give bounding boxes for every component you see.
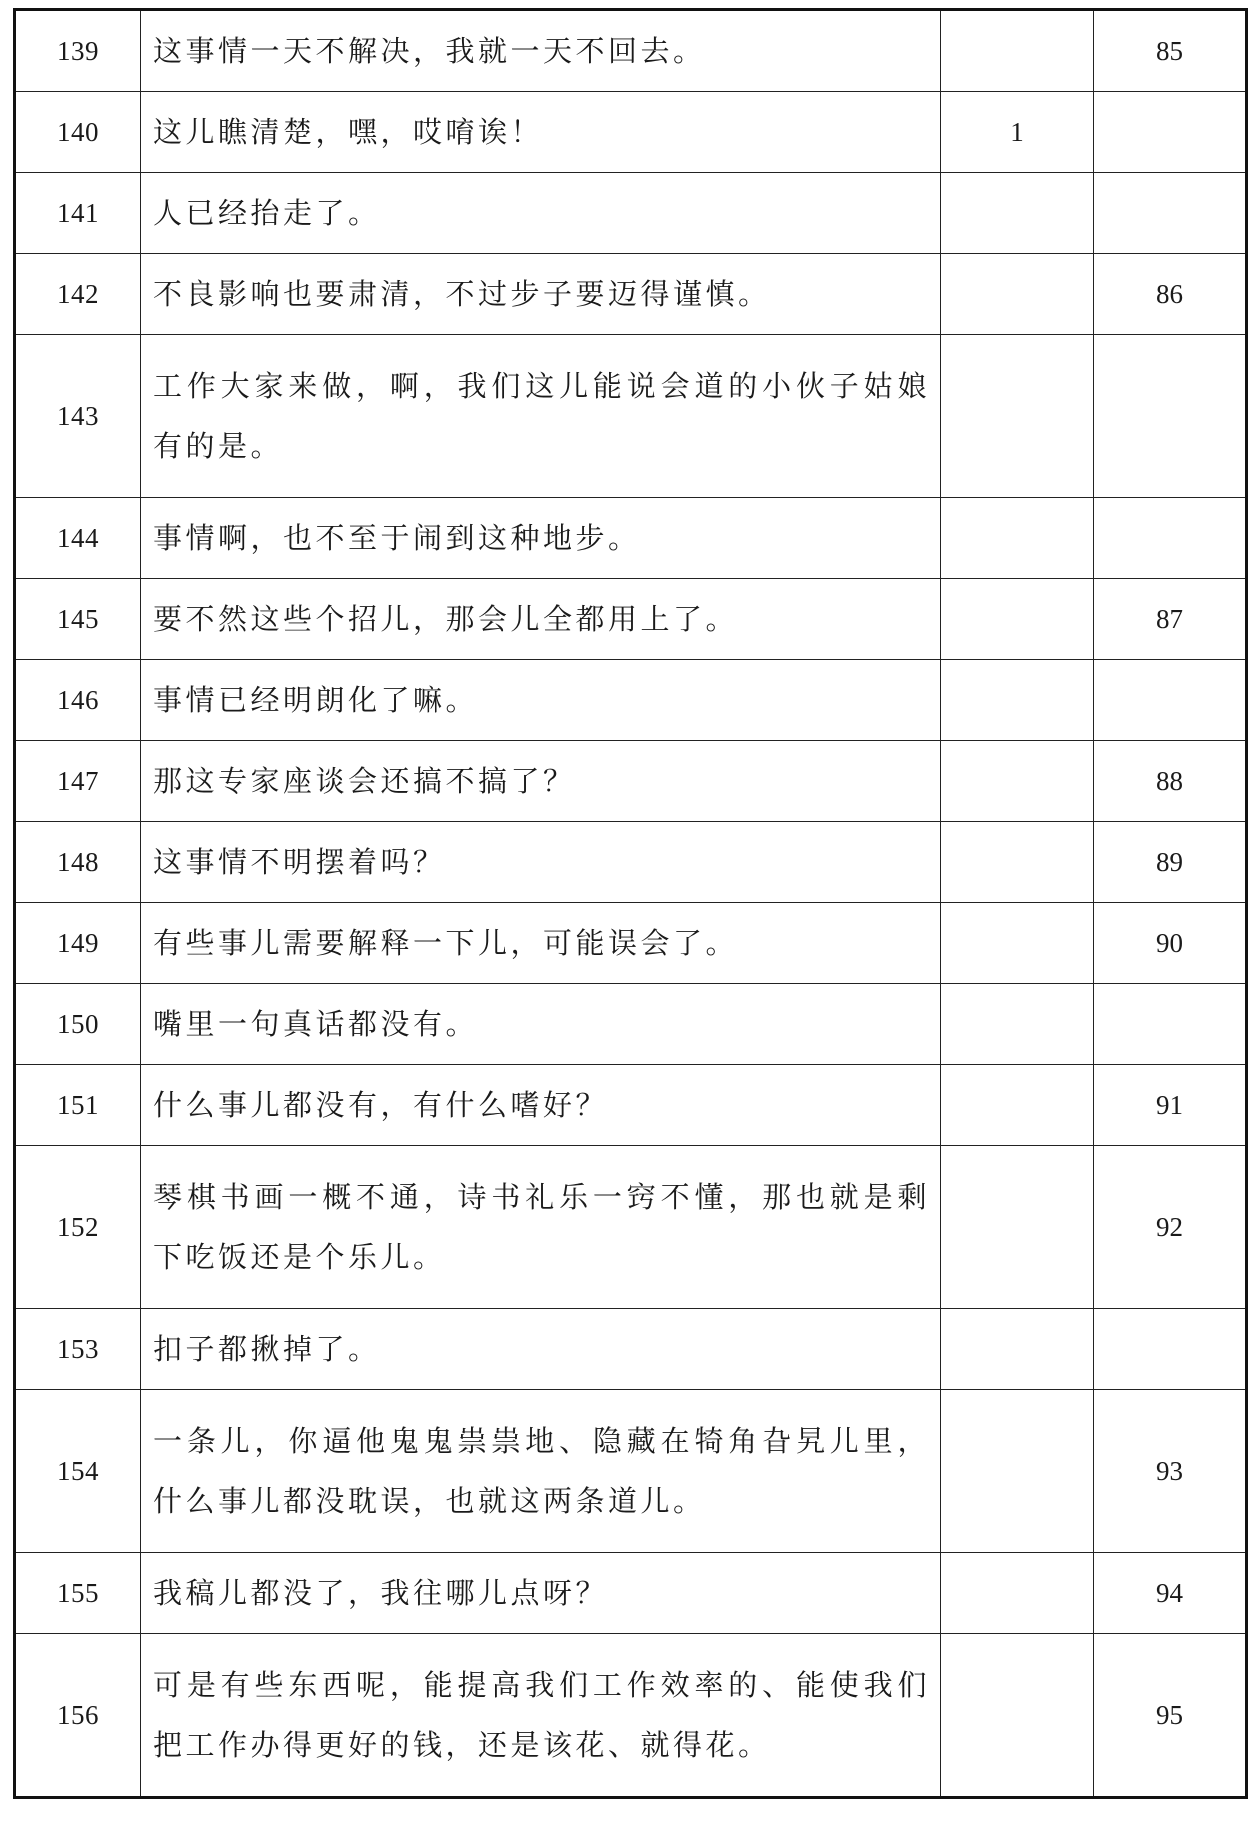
index-cell: 88 <box>1094 741 1247 822</box>
row-number: 151 <box>15 1065 141 1146</box>
sentence-table <box>13 8 1248 1799</box>
row-number: 146 <box>15 660 141 741</box>
row-number: 150 <box>15 984 141 1065</box>
document-page <box>13 8 1245 1799</box>
index-cell <box>1094 173 1247 254</box>
sentence-text: 人已经抬走了。 <box>141 173 941 254</box>
sentence-text: 这事情不明摆着吗？ <box>141 822 941 903</box>
table-row <box>15 254 1247 335</box>
row-number: 142 <box>15 254 141 335</box>
row-number: 156 <box>15 1634 141 1798</box>
count-cell <box>941 498 1094 579</box>
sentence-text: 这儿瞧清楚，嘿，哎唷诶！ <box>141 92 941 173</box>
count-cell <box>941 254 1094 335</box>
sentence-text: 嘴里一句真话都没有。 <box>141 984 941 1065</box>
row-number: 143 <box>15 335 141 498</box>
index-cell: 95 <box>1094 1634 1247 1798</box>
table-row <box>15 660 1247 741</box>
row-number: 140 <box>15 92 141 173</box>
table-row <box>15 741 1247 822</box>
row-number: 144 <box>15 498 141 579</box>
index-cell: 87 <box>1094 579 1247 660</box>
index-cell: 92 <box>1094 1146 1247 1309</box>
row-number: 141 <box>15 173 141 254</box>
sentence-text: 可是有些东西呢，能提高我们工作效率的、能使我们把工作办得更好的钱，还是该花、就得花。 <box>141 1634 941 1798</box>
count-cell <box>941 984 1094 1065</box>
count-cell <box>941 1553 1094 1634</box>
table-row <box>15 822 1247 903</box>
table-row <box>15 1146 1247 1309</box>
count-cell <box>941 903 1094 984</box>
row-number: 152 <box>15 1146 141 1309</box>
index-cell <box>1094 660 1247 741</box>
row-number: 147 <box>15 741 141 822</box>
sentence-text: 扣子都揪掉了。 <box>141 1309 941 1390</box>
table-row <box>15 1634 1247 1798</box>
index-cell <box>1094 335 1247 498</box>
table-row <box>15 903 1247 984</box>
index-cell <box>1094 984 1247 1065</box>
count-cell <box>941 1146 1094 1309</box>
count-cell <box>941 1390 1094 1553</box>
index-cell: 90 <box>1094 903 1247 984</box>
row-number: 145 <box>15 579 141 660</box>
table-row <box>15 579 1247 660</box>
count-cell <box>941 579 1094 660</box>
table-row <box>15 984 1247 1065</box>
table-row <box>15 1309 1247 1390</box>
count-cell <box>941 10 1094 92</box>
table-row <box>15 173 1247 254</box>
sentence-text: 事情啊，也不至于闹到这种地步。 <box>141 498 941 579</box>
sentence-text: 不良影响也要肃清，不过步子要迈得谨慎。 <box>141 254 941 335</box>
count-cell: 1 <box>941 92 1094 173</box>
table-row <box>15 10 1247 92</box>
count-cell <box>941 660 1094 741</box>
index-cell: 91 <box>1094 1065 1247 1146</box>
row-number: 155 <box>15 1553 141 1634</box>
sentence-text: 工作大家来做，啊，我们这儿能说会道的小伙子姑娘有的是。 <box>141 335 941 498</box>
table-row <box>15 1065 1247 1146</box>
sentence-text: 我稿儿都没了，我往哪儿点呀？ <box>141 1553 941 1634</box>
count-cell <box>941 1309 1094 1390</box>
count-cell <box>941 335 1094 498</box>
row-number: 149 <box>15 903 141 984</box>
index-cell: 89 <box>1094 822 1247 903</box>
table-row <box>15 1390 1247 1553</box>
sentence-text: 有些事儿需要解释一下儿，可能误会了。 <box>141 903 941 984</box>
count-cell <box>941 1065 1094 1146</box>
count-cell <box>941 1634 1094 1798</box>
table-row <box>15 335 1247 498</box>
sentence-text: 这事情一天不解决，我就一天不回去。 <box>141 10 941 92</box>
index-cell: 86 <box>1094 254 1247 335</box>
count-cell <box>941 173 1094 254</box>
index-cell <box>1094 498 1247 579</box>
sentence-text: 那这专家座谈会还搞不搞了？ <box>141 741 941 822</box>
sentence-text: 琴棋书画一概不通，诗书礼乐一窍不懂，那也就是剩下吃饭还是个乐儿。 <box>141 1146 941 1309</box>
sentence-text: 一条儿，你逼他鬼鬼祟祟地、隐藏在犄角旮旯儿里，什么事儿都没耽误，也就这两条道儿。 <box>141 1390 941 1553</box>
row-number: 154 <box>15 1390 141 1553</box>
row-number: 148 <box>15 822 141 903</box>
count-cell <box>941 741 1094 822</box>
index-cell <box>1094 92 1247 173</box>
index-cell: 93 <box>1094 1390 1247 1553</box>
row-number: 153 <box>15 1309 141 1390</box>
index-cell: 94 <box>1094 1553 1247 1634</box>
index-cell <box>1094 1309 1247 1390</box>
table-row <box>15 92 1247 173</box>
row-number: 139 <box>15 10 141 92</box>
count-cell <box>941 822 1094 903</box>
sentence-text: 要不然这些个招儿，那会儿全都用上了。 <box>141 579 941 660</box>
sentence-text: 什么事儿都没有，有什么嗜好？ <box>141 1065 941 1146</box>
sentence-text: 事情已经明朗化了嘛。 <box>141 660 941 741</box>
table-row <box>15 1553 1247 1634</box>
index-cell: 85 <box>1094 10 1247 92</box>
table-row <box>15 498 1247 579</box>
